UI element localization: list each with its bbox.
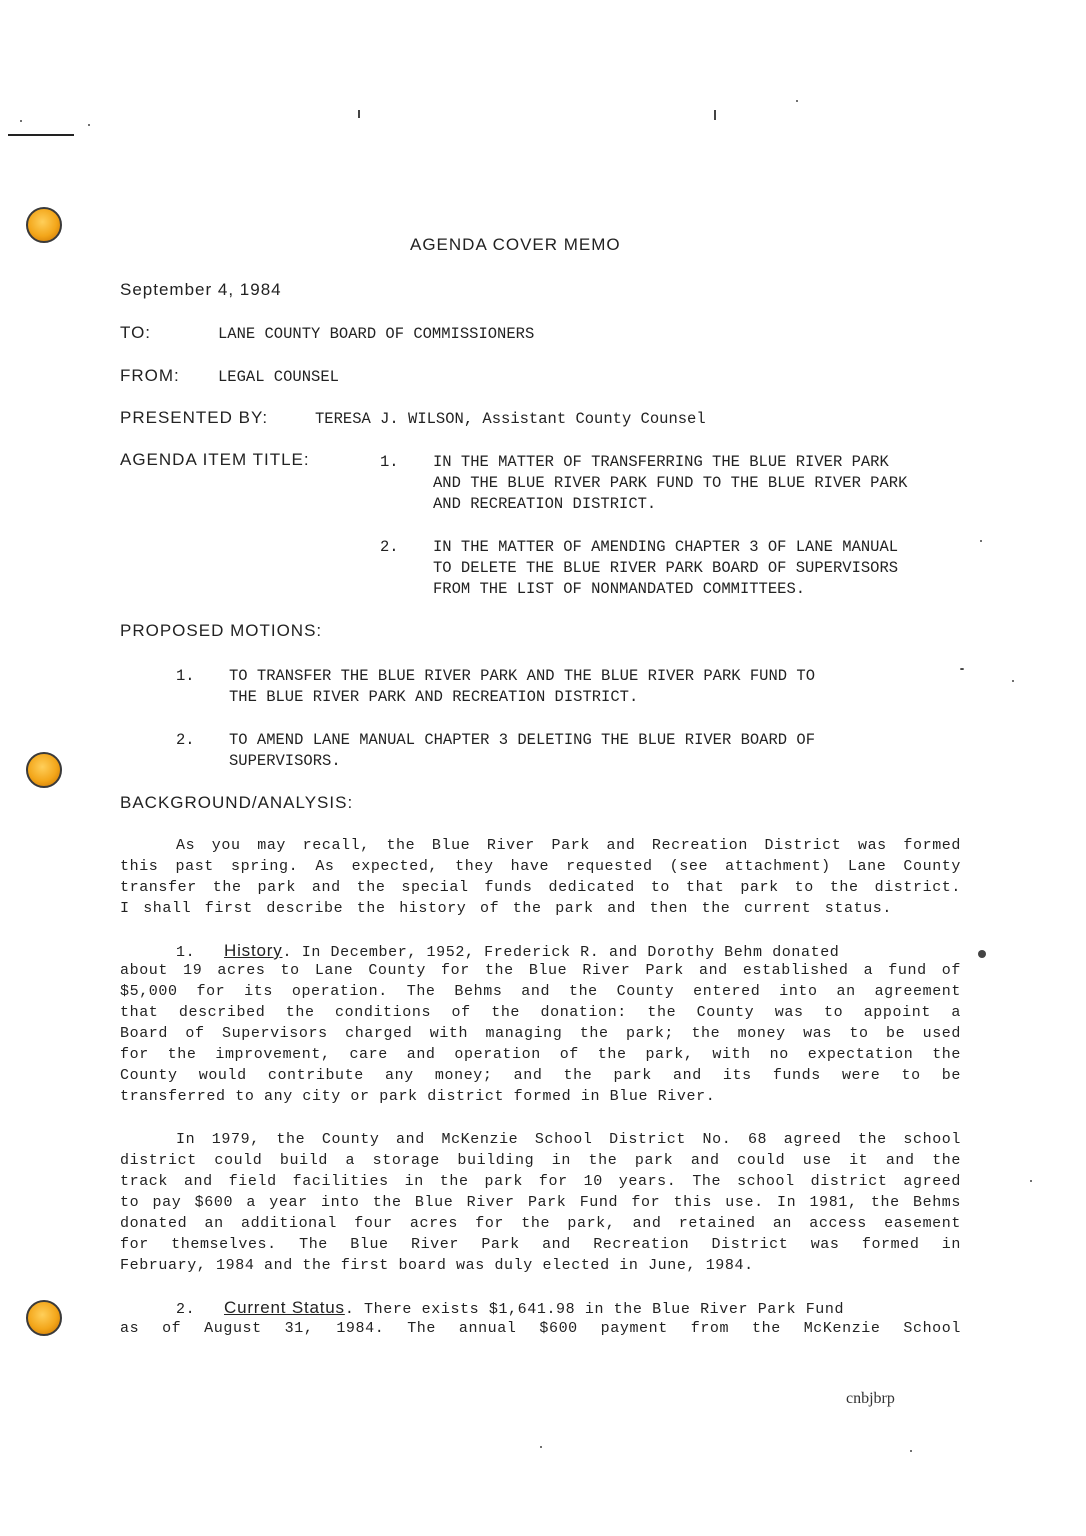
scan-speck — [358, 110, 360, 118]
agenda-item-line: AND RECREATION DISTRICT. — [433, 495, 657, 513]
history-line: about 19 acres to Lane County for the Blue River Park and established a fund of — [120, 962, 961, 979]
scan-speck — [1030, 1180, 1032, 1182]
para1-line: this past spring. As expected, they have requested (see attachment) Lane County — [120, 858, 961, 875]
motion-number: 1. — [176, 667, 195, 685]
agenda-item-label: AGENDA ITEM TITLE: — [120, 450, 310, 469]
motion-line: TO AMEND LANE MANUAL CHAPTER 3 DELETING THE BLUE RIVER BOARD OF — [229, 731, 815, 749]
history-line: County would contribute any money; and the park and its funds were to be — [120, 1067, 961, 1084]
para3-line: donated an additional four acres for the park, and retained an access easement — [120, 1215, 961, 1232]
memo-title: AGENDA COVER MEMO — [410, 235, 621, 254]
history-line: for the improvement, care and operation of the park, with no expectation the — [120, 1046, 961, 1063]
agenda-item-number: 1. — [380, 453, 399, 471]
para3-line: to pay $600 a year into the Blue River Park Fund for this use. In 1981, the Behms — [120, 1194, 961, 1211]
presented-by-label: PRESENTED BY: — [120, 408, 269, 427]
agenda-item-line: FROM THE LIST OF NONMANDATED COMMITTEES. — [433, 580, 806, 598]
para3-line: district could build a storage building in the park and could use it and the — [120, 1152, 961, 1169]
para3-line: track and field facilities in the park for 10 years. The school district agreed — [120, 1173, 961, 1190]
para1-line: As you may recall, the Blue River Park and Recreation District was formed — [176, 837, 961, 854]
motion-number: 2. — [176, 731, 195, 749]
history-line: $5,000 for its operation. The Behms and the County entered into an agreement — [120, 983, 961, 1000]
agenda-item-number: 2. — [380, 538, 399, 556]
scan-speck — [1012, 680, 1014, 682]
from-value: LEGAL COUNSEL — [218, 368, 339, 386]
motion-line: THE BLUE RIVER PARK AND RECREATION DISTRICT. — [229, 688, 639, 706]
history-line: transferred to any city or park district formed in Blue River. — [120, 1088, 716, 1105]
history-line: that described the conditions of the donation: the County was to appoint a — [120, 1004, 961, 1021]
status-first-line-rest: . There exists $1,641.98 in the Blue River Park Fund — [344, 1301, 845, 1318]
status-heading: Current Status — [224, 1298, 345, 1317]
footer-code: cnbjbrp — [846, 1390, 895, 1407]
status-first-line — [176, 1298, 844, 1318]
scan-speck — [910, 1450, 912, 1452]
status-line: as of August 31, 1984. The annual $600 payment from the McKenzie School — [120, 1320, 961, 1337]
motion-line: SUPERVISORS. — [229, 752, 341, 770]
from-label: FROM: — [120, 366, 180, 385]
scan-speck — [88, 124, 90, 126]
binder-hole-middle — [26, 752, 62, 788]
para1-line: I shall first describe the history of the park and then the current status. — [120, 900, 892, 917]
memo-date: September 4, 1984 — [120, 280, 282, 299]
agenda-item-line: AND THE BLUE RIVER PARK FUND TO THE BLUE RIVER PARK — [433, 474, 908, 492]
history-line: Board of Supervisors charged with managing the park; the money was to be used — [120, 1025, 961, 1042]
background-label: BACKGROUND/ANALYSIS: — [120, 793, 354, 812]
scan-speck — [796, 100, 798, 102]
para3-line: In 1979, the County and McKenzie School District No. 68 agreed the school — [176, 1131, 961, 1148]
to-value: LANE COUNTY BOARD OF COMMISSIONERS — [218, 325, 535, 343]
agenda-item-line: IN THE MATTER OF AMENDING CHAPTER 3 OF LANE MANUAL — [433, 538, 899, 556]
scan-mark-line — [8, 134, 74, 136]
scan-speck — [20, 120, 22, 122]
binder-hole-top — [26, 207, 62, 243]
scan-speck — [960, 668, 964, 670]
history-first-line — [176, 941, 839, 961]
history-heading: History — [224, 941, 283, 960]
to-label: TO: — [120, 323, 152, 342]
para1-line: transfer the park and the special funds dedicated to that park to the district. — [120, 879, 961, 896]
history-first-line-rest: . In December, 1952, Frederick R. and Dorothy Behm donated — [282, 944, 840, 961]
scan-speck — [714, 110, 716, 120]
scan-speck — [980, 540, 982, 542]
status-number: 2. — [176, 1301, 196, 1318]
motion-line: TO TRANSFER THE BLUE RIVER PARK AND THE BLUE RIVER PARK FUND TO — [229, 667, 815, 685]
presented-by-value: TERESA J. WILSON, Assistant County Counsel — [315, 410, 706, 428]
history-number: 1. — [176, 944, 196, 961]
proposed-motions-label: PROPOSED MOTIONS: — [120, 621, 323, 640]
para3-line: for themselves. The Blue River Park and Recreation District was formed in — [120, 1236, 961, 1253]
agenda-item-line: TO DELETE THE BLUE RIVER PARK BOARD OF SUPERVISORS — [433, 559, 899, 577]
scan-speck — [978, 950, 986, 958]
binder-hole-bottom — [26, 1300, 62, 1336]
agenda-item-line: IN THE MATTER OF TRANSFERRING THE BLUE RIVER PARK — [433, 453, 889, 471]
para3-line: February, 1984 and the first board was duly elected in June, 1984. — [120, 1257, 754, 1274]
scan-speck — [540, 1446, 542, 1448]
